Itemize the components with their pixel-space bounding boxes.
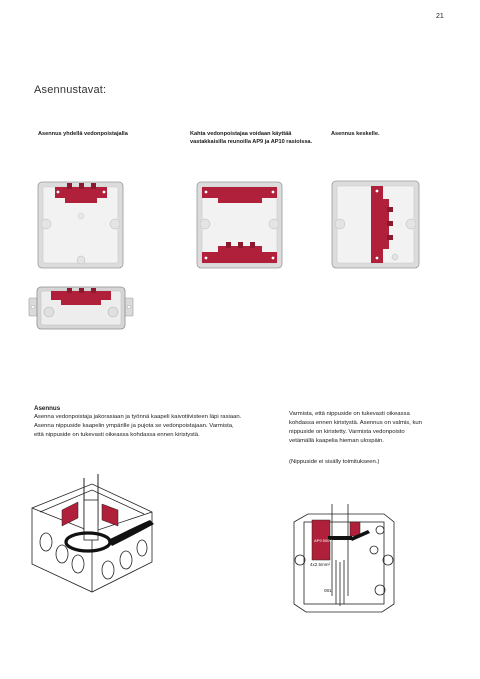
installation-text-right: Varmista, että nippuside on tukevasti oikeassa kohdassa ennen kiristystä. Asennus on valmis, kun nippuside on kiristetty. Varmista vedonpoisto vetämällä kaapelia hieman ulospäin. (289, 411, 422, 445)
installation-note: (Nippuside ei sisälly toimitukseen.) (289, 459, 380, 465)
box-rating-label: AP9 500V (314, 538, 333, 543)
caption-double-strain-relief: Kahta vedonpoistajaa voidaan käyttää vastakkaisilla reunoilla AP9 ja AP10 rasioissa. (190, 131, 313, 146)
installation-heading: Asennus (34, 405, 61, 412)
box-center-relief-image (331, 179, 421, 271)
box-code-label: 081 (324, 588, 332, 593)
box-double-relief-image (196, 180, 284, 272)
cable-tie-installation-illustration (22, 470, 172, 596)
page-number: 21 (436, 13, 444, 20)
box-long-relief-image (29, 284, 133, 332)
tightened-tie-illustration (288, 500, 400, 616)
caption-center-strain-relief: Asennus keskelle. (331, 131, 380, 137)
box-size-label: 4x2.5mm² (310, 562, 331, 567)
box-single-relief-image (37, 180, 125, 272)
caption-single-strain-relief: Asennus yhdellä vedonpoistajalla (38, 131, 128, 137)
page-title: Asennustavat: (34, 84, 107, 96)
installation-text-left: Asenna vedonpoistaja jakorasiaan ja työnnä kaapeli kaivotiivisteen läpi rasiaan. Asenna nippuside kaapelin ympärille ja pujota se vedonpoistajaan. Varmista, että nippuside on tukevasti oikeassa kohdassa ennen kiristystä. (34, 414, 242, 439)
